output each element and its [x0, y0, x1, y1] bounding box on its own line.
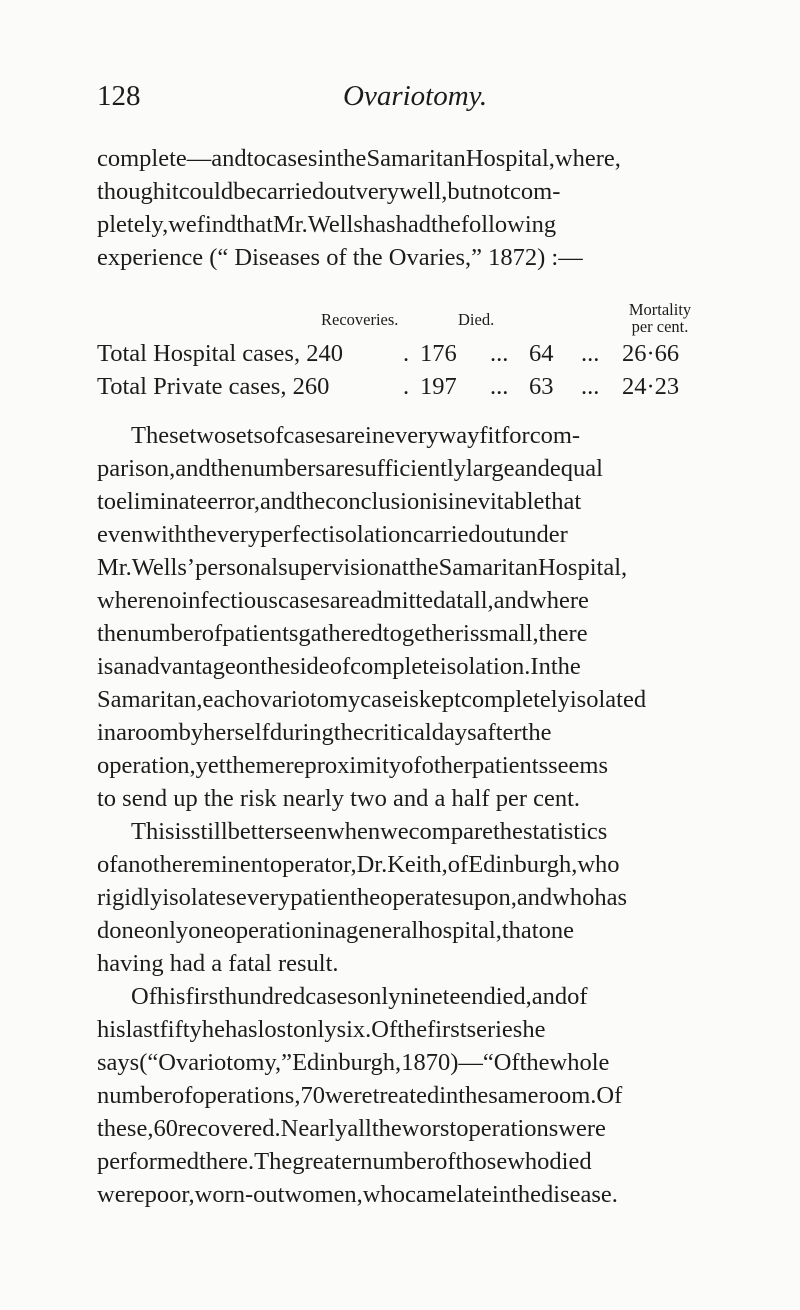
header-mortality-line1: Mortality [628, 300, 692, 319]
cell-recoveries: 176 [420, 340, 457, 367]
cell-mortality: 24·23 [622, 373, 680, 400]
text-line: inaroombyherselfduringthecriticaldaysafterthe [97, 719, 552, 746]
cell-died: 64 [529, 340, 554, 367]
text-line: operation,yetthemereproximityofotherpatientsseems [97, 752, 608, 779]
text-line: performedthere.Thegreaternumberofthosewhodied [97, 1148, 592, 1175]
row-label: Total Hospital cases, 240 [97, 340, 343, 367]
header-died: Died. [458, 310, 495, 329]
cell-mortality: 26·66 [622, 340, 680, 367]
text-line: Thesetwosetsofcasesareineverywayfitforcom- [131, 422, 581, 449]
text-line: werepoor,worn-outwomen,whocamelateinthedisease. [97, 1181, 618, 1208]
text-line: evenwiththeveryperfectisolationcarriedoutunder [97, 521, 568, 548]
text-line: experience (“ Diseases of the Ovaries,” 1872) :— [97, 244, 583, 271]
text-line: thoughitcouldbecarriedoutverywell,butnotcom- [97, 178, 561, 205]
header-recoveries: Recoveries. [321, 310, 399, 329]
cell-died: 63 [529, 373, 554, 400]
text-line: these,60recovered.Nearlyalltheworstoperationswere [97, 1115, 606, 1142]
sep-dot: . [403, 373, 410, 400]
sep-ellipsis: ... [490, 340, 509, 367]
text-line: toeliminateerror,andtheconclusionisinevitablethat [97, 488, 582, 515]
sep-ellipsis: ... [581, 340, 600, 367]
text-line: numberofoperations,70weretreatedinthesameroom.Of [97, 1082, 623, 1109]
header-mortality [610, 301, 710, 335]
text-line: pletely,wefindthatMr.Wellshashadthefollowing [97, 211, 557, 238]
text-line: complete—andtocasesintheSamaritanHospital,where, [97, 145, 621, 172]
text-line: Mr.Wells’personalsupervisionattheSamaritanHospital, [97, 554, 628, 581]
text-line: rigidlyisolateseverypatientheoperatesupon,andwhohas [97, 884, 628, 911]
text-line: isanadvantageonthesideofcompleteisolation.Inthe [97, 653, 581, 680]
cell-recoveries: 197 [420, 373, 457, 400]
intro-paragraph [97, 142, 710, 274]
sep-ellipsis: ... [490, 373, 509, 400]
text-line: to send up the risk nearly two and a half per cent. [97, 785, 581, 812]
text-line: ofanothereminentoperator,Dr.Keith,ofEdinburgh,who [97, 851, 620, 878]
text-line: wherenoinfectiouscasesareadmittedatall,andwhere [97, 587, 589, 614]
page-header [97, 80, 700, 124]
body-paragraphs [97, 419, 710, 1211]
running-title: Ovariotomy. [343, 80, 488, 112]
text-line: Samaritan,eachovariotomycaseiskeptcompletelyisolated [97, 686, 647, 713]
text-line: Ofhisfirsthundredcasesonlynineteendied,andof [131, 983, 588, 1010]
sep-dot: . [403, 340, 410, 367]
header-mortality-line2: per cent. [631, 317, 689, 336]
text-line: doneonlyoneoperationinageneralhospital,thatone [97, 917, 574, 944]
page-number: 128 [97, 80, 141, 112]
text-line: hislastfiftyhehaslostonlysix.Ofthefirstserieshe [97, 1016, 546, 1043]
text-line: parison,andthenumbersaresufficientlylargeandequal [97, 455, 603, 482]
text-line: Thisisstillbetterseenwhenwecomparethestatistics [131, 818, 608, 845]
text-line: having had a fatal result. [97, 950, 339, 977]
text-line: says(“Ovariotomy,”Edinburgh,1870)—“Ofthewhole [97, 1049, 610, 1076]
text-line: thenumberofpatientsgatheredtogetherissmall,there [97, 620, 588, 647]
sep-ellipsis: ... [581, 373, 600, 400]
row-label: Total Private cases, 260 [97, 373, 330, 400]
